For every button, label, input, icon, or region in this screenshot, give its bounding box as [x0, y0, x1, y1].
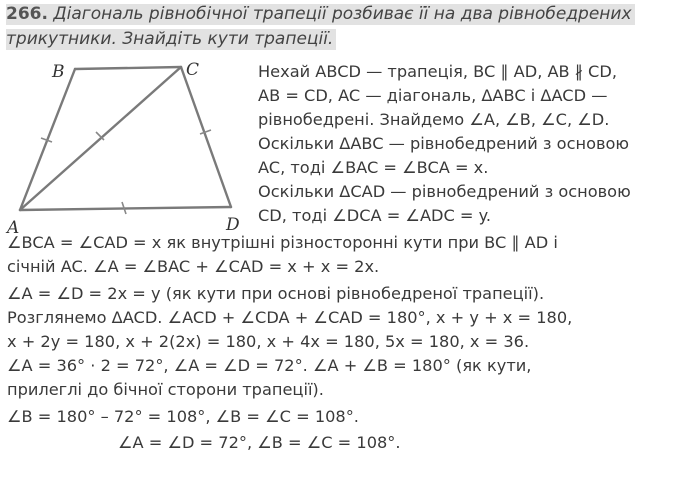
solution-line-8: ∠BCA = ∠CAD = x як внутрішні різносторонні кути при BC ∥ AD і [7, 233, 558, 252]
solution-line-15: ∠B = 180° – 72° = 108°, ∠B = ∠C = 108°. [7, 407, 359, 426]
solution-line-11: Розглянемо ΔACD. ∠ACD + ∠CDA + ∠CAD = 180°, x + y + x = 180, [7, 308, 573, 327]
vertex-label-b: B [52, 62, 65, 82]
side-ab [20, 69, 75, 210]
solution-line-9: січній AC. ∠A = ∠BAC + ∠CAD = x + x = 2x. [7, 257, 380, 276]
side-cd [181, 67, 231, 207]
vertex-label-c: C [186, 60, 200, 80]
solution-line-12: x + 2y = 180, x + 2(2x) = 180, x + 4x = 180, 5x = 180, x = 36. [7, 332, 530, 351]
solution-line-1: Нехай ABCD — трапеція, BC ∥ AD, AB ∦ CD, [258, 62, 617, 81]
vertex-label-d: D [226, 215, 240, 235]
solution-line-10: ∠A = ∠D = 2x = y (як кути при основі рівнобедреної трапеції). [7, 284, 545, 303]
trapezoid-figure [0, 50, 250, 240]
problem-line-1-highlight [6, 4, 635, 25]
problem-statement [6, 2, 690, 52]
final-answer: ∠A = ∠D = 72°, ∠B = ∠C = 108°. [118, 433, 401, 452]
side-ad [20, 207, 231, 210]
solution-line-5: AC, тоді ∠BAC = ∠BCA = x. [258, 158, 489, 177]
solution-line-2: AB = CD, AC — діагональ, ΔABC і ΔACD — [258, 86, 608, 105]
solution-line-4: Оскільки ΔABC — рівнобедрений з основою [258, 134, 630, 153]
side-bc [75, 67, 181, 69]
solution-line-7: CD, тоді ∠DCA = ∠ADC = y. [258, 206, 492, 225]
solution-line-3: рівнобедрені. Знайдемо ∠A, ∠B, ∠C, ∠D. [258, 110, 610, 129]
problem-text-line-2: трикутники. Знайдіть кути трапеції. [6, 29, 336, 50]
solution-line-13: ∠A = 36° · 2 = 72°, ∠A = ∠D = 72°. ∠A + ∠B = 180° (як кути, [7, 356, 532, 375]
solution-line-14: прилеглі до бічної сторони трапеції). [7, 380, 324, 399]
solution-line-6: Оскільки ΔCAD — рівнобедрений з основою [258, 182, 631, 201]
vertex-label-a: A [7, 218, 20, 238]
problem-text-line-1: Діагональ рівнобічної трапеції розбиває її на два рівнобедрених [53, 4, 632, 24]
problem-number: 266. [6, 4, 48, 24]
